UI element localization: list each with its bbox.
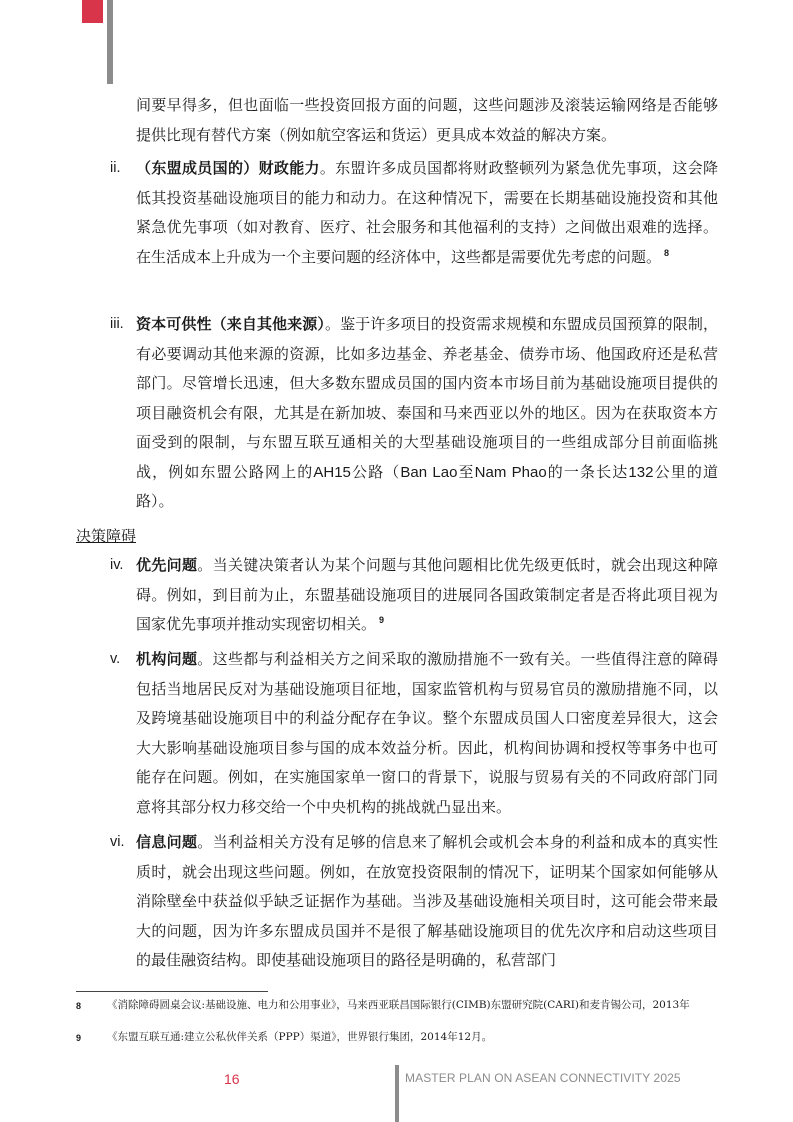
list-item-fiscal-capacity: （东盟成员国的）财政能力。东盟许多成员国都将财政整顿列为紧急优先事项，这会降低其投资基础设施项目的能力和动力。在这种情况下，需要在长期基础设施投资和其他紧急优先事项（如对教育、医疗、社会服务和其他福利的支持）之间做出艰难的选择。在生活成本上升成为一个主要问题的经济体中，这些都是需要优先考虑的问题。 $^8$ <box>136 159 718 266</box>
item-marker-iii: iii. <box>110 316 124 332</box>
item-title: 优先问题 <box>136 556 198 574</box>
page-number: 16 <box>224 1071 240 1087</box>
footnote-number-8: 8 <box>76 1001 82 1011</box>
list-item-priority-issue: 优先问题。当关键决策者认为某个问题与其他问题相比优先级更低时，就会出现这种障碍。例如，到目前为止，东盟基础设施项目的进展同各国政策制定者是否将此项目视为国家优先事项并推动实现密切相关。 $^9$ <box>136 556 718 633</box>
footnote-number-9: 9 <box>76 1033 82 1043</box>
footnote-9: 《东盟互联互通:建立公私伙伴关系（PPP）渠道》，世界银行集团，2014年12月。 <box>107 1031 493 1043</box>
list-item-capital-availability: 资本可供性（来自其他来源）。鉴于许多项目的投资需求规模和东盟成员国预算的限制，有必要调动其他来源的资源，比如多边基金、养老基金、债券市场、他国政府还是私营部门。尽管增长迅速，但大多数东盟成员国的国内资本市场目前为基础设施项目提供的项目融资机会有限，尤其是在新加坡、泰国和马来西亚以外的地区。因为在获取资本方面受到的限制，与东盟互联互通相关的大型基础设施项目的一些组成部分目前面临挑战，例如东盟公路网上的AH15公路（Ban Lao至Nam Phao的一条长达132公里的道路）。 <box>136 315 718 510</box>
section-heading: 决策障碍 <box>76 527 137 545</box>
list-item-information-issue: 信息问题。当利益相关方没有足够的信息来了解机会或机会本身的利益和成本的真实性质时，就会出现这些问题。例如，在放宽投资限制的情况下，证明某个国家如何能够从消除壁垒中获益似乎缺乏证据作为基础。当涉及基础设施相关项目时，这可能会带来最大的问题，因为许多东盟成员国并不是很了解基础设施项目的优先次序和启动这些项目的最佳融资结构。即使基础设施项目的路径是明确的，私营部门 <box>136 833 718 969</box>
item-marker-v: v. <box>110 651 121 667</box>
item-marker-iv: iv. <box>110 557 124 573</box>
footnote-ref-9[interactable]: 9 <box>379 615 385 625</box>
item-body: 东盟许多成员国都将财政整顿列为紧急优先事项，这会降低其投资基础设施项目的能力和动力。在这种情况下，需要在长期基础设施投资和其他紧急优先事项（如对教育、医疗、社会服务和其他福利的支持）之间做出艰难的选择。在生活成本上升成为一个主要问题的经济体中，这些都是需要优先考虑的问题。 <box>136 159 718 266</box>
list-item-institutional-issue: 机构问题。这些都与利益相关方之间采取的激励措施不一致有关。一些值得注意的障碍包括当地居民反对为基础设施项目征地，国家监管机构与贸易官员的激励措施不同，以及跨境基础设施项目中的利益分配存在争议。整个东盟成员国人口密度差异很大，这会大大影响基础设施项目参与国的成本效益分析。因此，机构间协调和授权等事务中也可能存在问题。例如，在实施国家单一窗口的背景下，说服与贸易有关的不同政府部门同意将其部分权力移交给一个中央机构的挑战就凸显出来。 <box>136 650 718 816</box>
item-marker-ii: ii. <box>110 160 121 176</box>
item-title: 信息问题 <box>136 833 198 851</box>
item-title: （东盟成员国的）财政能力 <box>136 159 320 177</box>
header-bar <box>107 0 113 84</box>
footer-title: MASTER PLAN ON ASEAN CONNECTIVITY 2025 <box>405 1071 681 1085</box>
footnote-divider <box>76 991 268 992</box>
corner-accent-square <box>82 0 103 23</box>
continuation-paragraph: 间要早得多，但也面临一些投资回报方面的问题，这些问题涉及滚装运输网络是否能够提供比现有替代方案（例如航空客运和货运）更具成本效益的解决方案。 <box>136 96 718 144</box>
footnote-ref-8[interactable]: 8 <box>664 247 670 258</box>
footnote-8: 《消除障碍圆桌会议:基础设施、电力和公用事业》，马来西亚联昌国际银行(CIMB)东盟研究院(CARI)和麦肯锡公司，2013年 <box>107 999 690 1011</box>
item-title: 机构问题 <box>136 650 198 668</box>
item-marker-vi: vi. <box>110 834 125 850</box>
footer-bar <box>395 1065 399 1122</box>
item-title: 资本可供性（来自其他来源） <box>136 315 326 333</box>
